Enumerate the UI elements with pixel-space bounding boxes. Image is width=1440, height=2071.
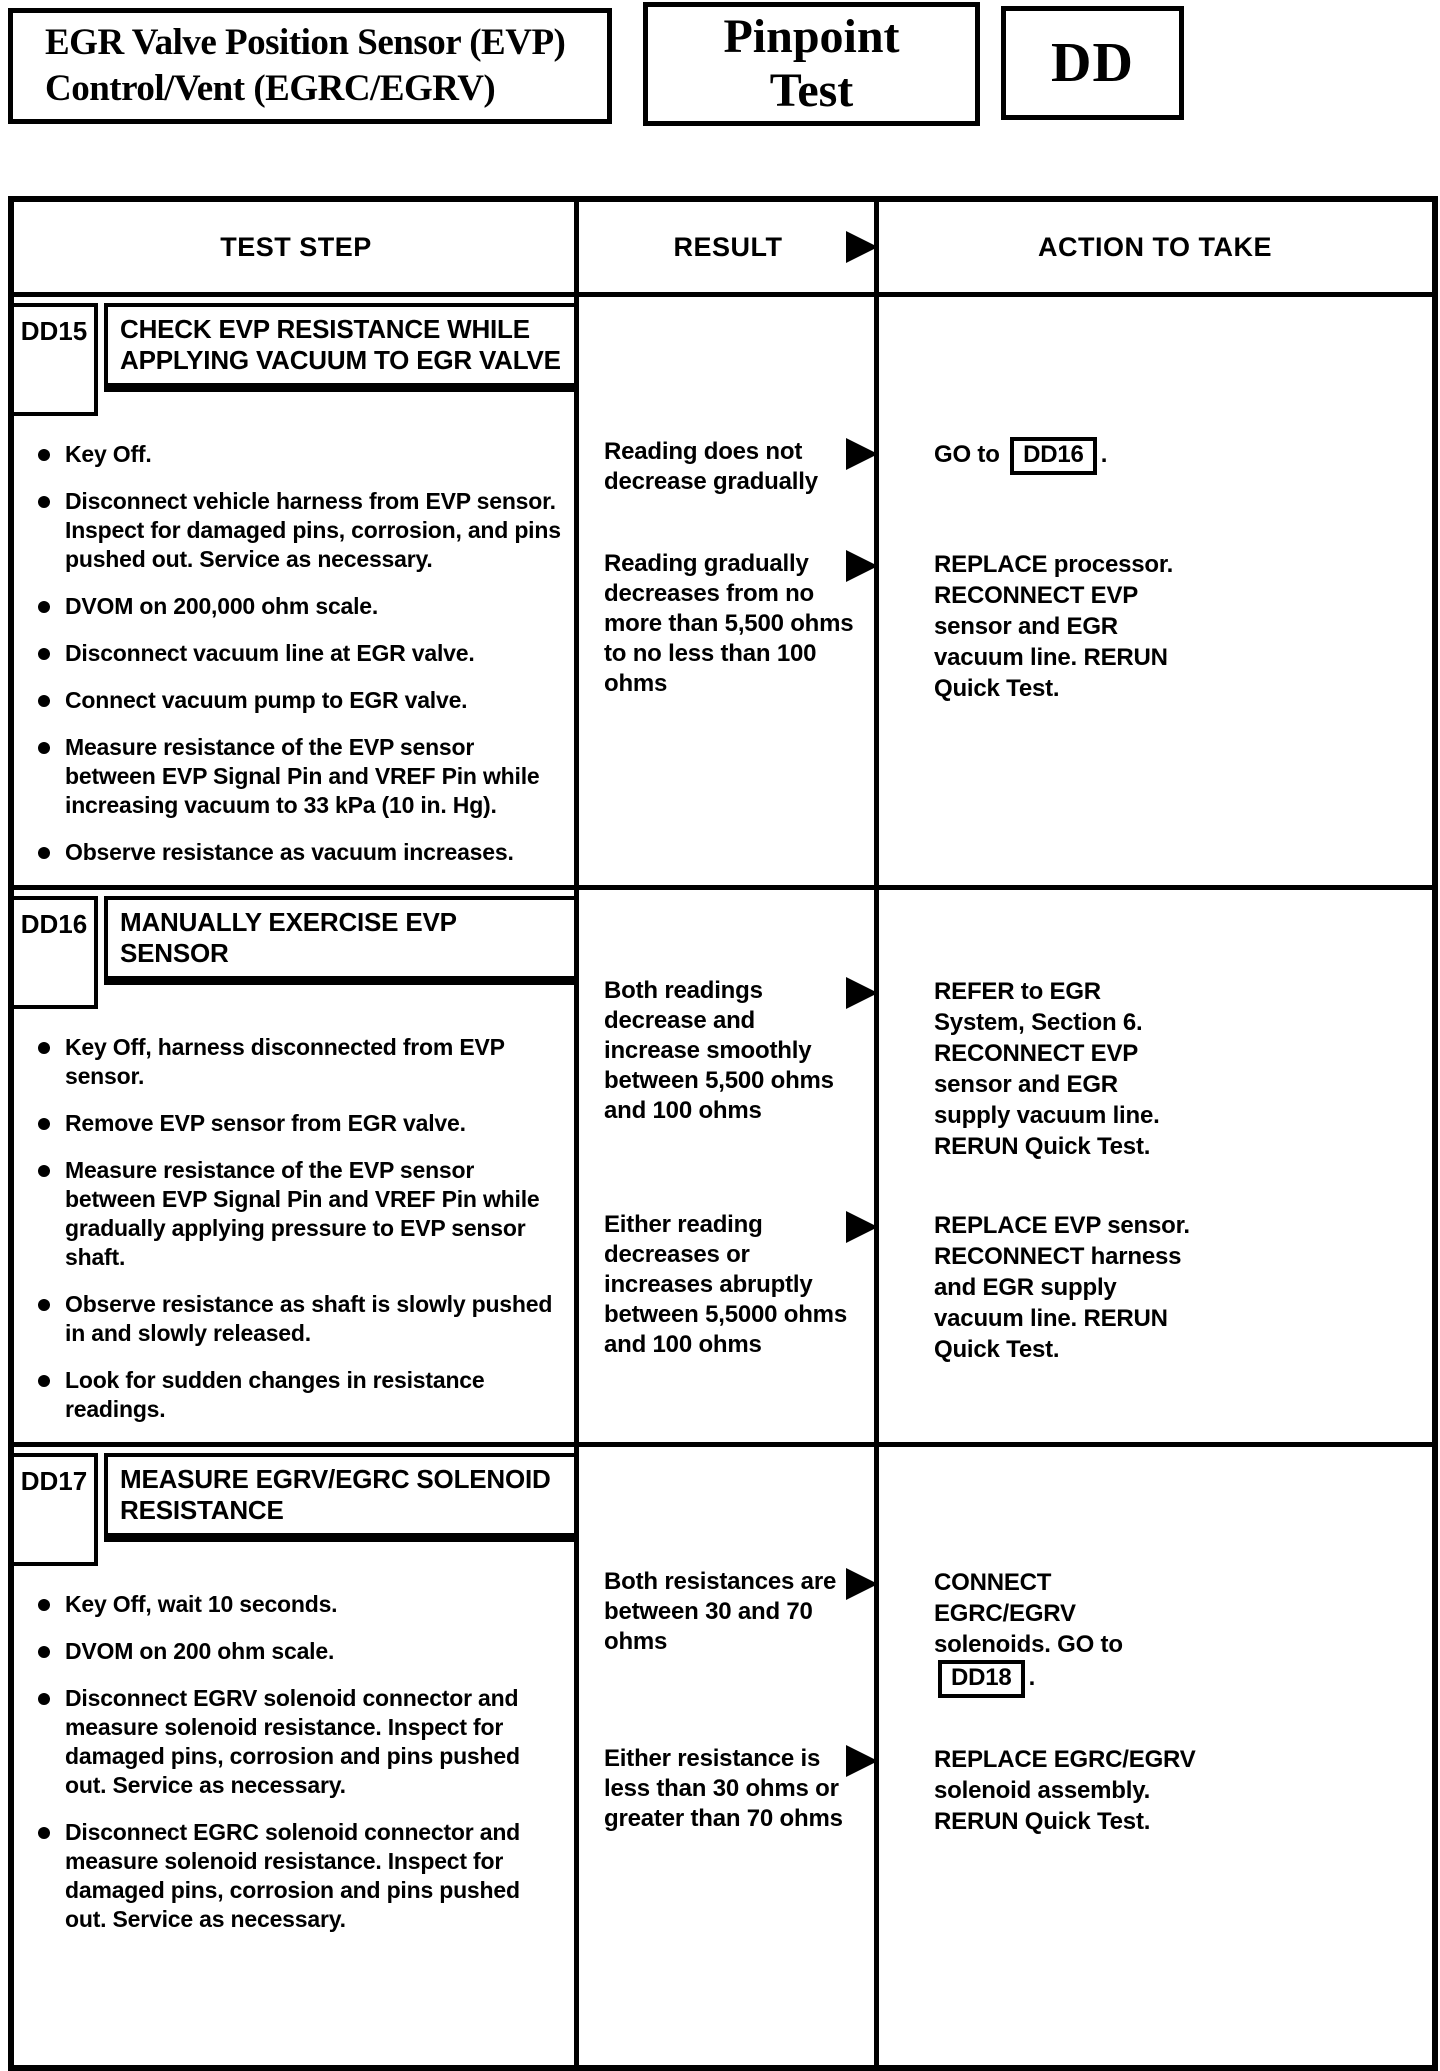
test-step-text: DVOM on 200,000 ohm scale. [65,593,379,619]
result-cell [578,1162,878,1365]
test-step-item [38,1109,568,1138]
test-code-box [1001,6,1184,120]
bullet-icon [38,1165,50,1177]
test-step-text: Key Off. [65,441,152,467]
pinpoint-test-box [643,2,980,126]
action-cell [878,1162,1432,1365]
pinpoint-test-table [8,196,1438,2071]
step-list [14,440,578,867]
test-section-DD16 [14,885,1432,1442]
result-cell [578,890,878,1162]
test-step-item [38,592,568,621]
step-id: DD16 [14,896,98,1009]
component-title-box [8,8,612,124]
step-list [14,1033,578,1424]
bullet-icon [38,1299,50,1311]
pinpoint-label-line-2: Test [769,64,854,117]
test-step-text: Disconnect vacuum line at EGR valve. [65,640,475,666]
test-section-DD17 [14,1442,1432,2065]
step-title: MEASURE EGRV/EGRC SOLENOID RESISTANCE [104,1453,578,1542]
test-step-text: Measure resistance of the EVP sensor between EVP Signal Pin and VREF Pin while increasing vacuum to 33 kPa (10 in. Hg). [65,734,540,818]
test-code: DD [1051,32,1134,94]
step-reference-DD16: DD16 [1010,437,1097,475]
test-step-text: Look for sudden changes in resistance readings. [65,1367,485,1422]
test-step-text: Key Off, wait 10 seconds. [65,1591,338,1617]
step-id: DD15 [14,303,98,416]
bullet-icon [38,496,50,508]
pinpoint-label-line-1: Pinpoint [723,10,900,63]
test-step-text: Disconnect EGRC solenoid connector and measure solenoid resistance. Inspect for damaged pins, corrosion and pins pushed out. Service as necessary. [65,1819,521,1932]
result-arrow-icon [846,1745,878,1777]
test-step-item [38,686,568,715]
component-title-line-1: EGR Valve Position Sensor (EVP) [45,22,566,63]
bullet-icon [38,1042,50,1054]
result-text: Either reading decreases or increases abruptly between 5,5000 ohms and 100 ohms [604,1211,847,1358]
test-step-item [38,1033,568,1091]
bullet-icon [38,1118,50,1130]
result-label: RESULT [673,231,783,262]
test-sections [14,292,1432,2065]
result-cell [578,497,878,704]
test-step-item [38,1290,568,1348]
action-cell [878,1698,1432,1837]
test-step-text: Connect vacuum pump to EGR valve. [65,687,468,713]
column-header-test-step: TEST STEP [220,231,372,262]
step-title: CHECK EVP RESISTANCE WHILE APPLYING VACUUM TO EGR VALVE [104,303,578,392]
test-step-item [38,733,568,820]
bullet-icon [38,1827,50,1839]
test-step-item [38,1818,568,1934]
result-text: Either resistance is less than 30 ohms or greater than 70 ohms [604,1745,843,1832]
action-cell [878,297,1432,497]
bullet-icon [38,449,50,461]
test-step-text: Observe resistance as shaft is slowly pushed in and slowly released. [65,1291,553,1346]
test-step-item [38,1590,568,1619]
result-text: Both resistances are between 30 and 70 ohms [604,1568,837,1655]
action-text: CONNECT EGRC/EGRV solenoids. GO to DD18 . [934,1567,1198,1698]
test-step-text: Observe resistance as vacuum increases. [65,839,514,865]
result-text: Reading does not decrease gradually [604,438,818,495]
page-header [0,0,1440,196]
bullet-icon [38,742,50,754]
bullet-icon [38,695,50,707]
step-header-band [14,303,578,392]
test-step-cell [14,890,578,1442]
test-step-text: Disconnect EGRV solenoid connector and measure solenoid resistance. Inspect for damaged pins, corrosion and pins pushed out. Service as necessary. [65,1685,520,1798]
test-step-item [38,838,568,867]
step-list [14,1590,578,1934]
bullet-icon [38,1693,50,1705]
test-step-text: Key Off, harness disconnected from EVP sensor. [65,1034,505,1089]
bullet-icon [38,1646,50,1658]
result-arrow-icon [846,550,878,582]
test-step-cell [14,297,578,885]
test-step-text: DVOM on 200 ohm scale. [65,1638,335,1664]
column-header-result [578,202,878,292]
result-arrow-icon [846,231,878,263]
result-text: Both readings decrease and increase smoothly between 5,500 ohms and 100 ohms [604,977,834,1124]
test-step-item [38,639,568,668]
bullet-icon [38,648,50,660]
step-reference-DD18: DD18 [938,1660,1025,1698]
bullet-icon [38,601,50,613]
step-header-band [14,1453,578,1542]
action-text: REPLACE processor. RECONNECT EVP sensor and EGR vacuum line. RERUN Quick Test. [934,551,1174,702]
step-title: MANUALLY EXERCISE EVP SENSOR [104,896,578,985]
bullet-icon [38,1375,50,1387]
result-arrow-icon [846,1568,878,1600]
column-header-action: ACTION TO TAKE [1038,231,1272,262]
test-section-DD15 [14,292,1432,885]
step-header-band [14,896,578,985]
action-cell [878,890,1432,1162]
test-step-text: Disconnect vehicle harness from EVP sensor. Inspect for damaged pins, corrosion, and pins pushed out. Service as necessary. [65,488,561,572]
action-text: REFER to EGR System, Section 6. RECONNECT EVP sensor and EGR supply vacuum line. RERUN Quick Test. [934,978,1160,1160]
component-title-line-2: Control/Vent (EGRC/EGRV) [45,68,496,109]
test-step-text: Measure resistance of the EVP sensor between EVP Signal Pin and VREF Pin while gradually applying pressure to EVP sensor shaft. [65,1157,540,1270]
action-text: GO to DD16 . [934,437,1198,475]
result-text: Reading gradually decreases from no more than 5,500 ohms to no less than 100 ohms [604,550,854,697]
result-arrow-icon [846,977,878,1009]
test-step-item [38,1156,568,1272]
test-step-item [38,1366,568,1424]
step-id: DD17 [14,1453,98,1566]
action-text: REPLACE EGRC/EGRV solenoid assembly. RERUN Quick Test. [934,1746,1196,1835]
table-header-row [14,202,1432,292]
bullet-icon [38,847,50,859]
test-step-item [38,1684,568,1800]
result-arrow-icon [846,438,878,470]
bullet-icon [38,1599,50,1611]
action-cell [878,1447,1432,1698]
test-step-item [38,1637,568,1666]
test-step-text: Remove EVP sensor from EGR valve. [65,1110,466,1136]
result-cell [578,1698,878,1837]
test-step-item [38,487,568,574]
test-step-cell [14,1447,578,1952]
result-cell [578,297,878,497]
result-arrow-icon [846,1211,878,1243]
action-text: REPLACE EVP sensor. RECONNECT harness and EGR supply vacuum line. RERUN Quick Test. [934,1212,1190,1363]
result-cell [578,1447,878,1698]
test-step-item [38,440,568,469]
action-cell [878,497,1432,704]
